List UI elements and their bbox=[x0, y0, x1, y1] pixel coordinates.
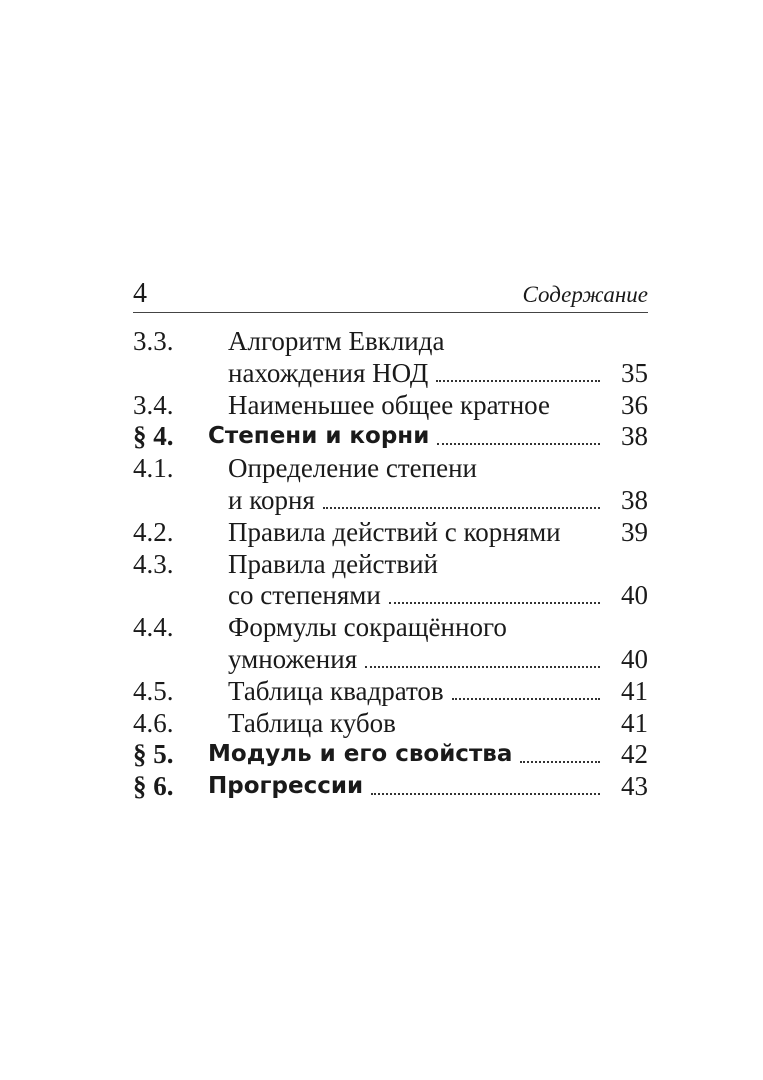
entry-page: 38 bbox=[621, 421, 648, 452]
toc-entry[interactable] bbox=[133, 708, 648, 740]
entry-title: Прогрессии bbox=[208, 773, 364, 800]
toc-line bbox=[133, 453, 648, 485]
entry-page: 41 bbox=[621, 707, 648, 738]
entry-number: § 6. bbox=[133, 771, 174, 802]
toc-line bbox=[133, 708, 648, 740]
entry-page: 40 bbox=[621, 580, 648, 611]
entry-number bbox=[133, 644, 228, 676]
toc-line bbox=[133, 676, 648, 708]
entry-title: Степени и корни bbox=[208, 423, 430, 450]
entry-title: Правила действий bbox=[228, 548, 438, 579]
toc-line bbox=[133, 644, 648, 676]
entry-number: 3.4. bbox=[133, 389, 174, 420]
entry-title: Алгоритм Евклида bbox=[228, 326, 445, 356]
toc-section[interactable] bbox=[133, 739, 648, 771]
entry-page: 42 bbox=[621, 739, 648, 770]
entry-number: 4.6. bbox=[133, 707, 174, 738]
entry-number: § 4. bbox=[133, 421, 174, 452]
toc-entry[interactable] bbox=[133, 453, 648, 517]
dot-leader bbox=[437, 421, 600, 453]
toc-entry[interactable] bbox=[133, 390, 648, 422]
entry-page: 36 bbox=[621, 389, 648, 420]
entry-page: 38 bbox=[621, 484, 648, 515]
entry-page: 40 bbox=[621, 643, 648, 674]
entry-number bbox=[133, 485, 228, 517]
dot-leader bbox=[371, 771, 600, 803]
entry-number: 4.2. bbox=[133, 516, 174, 547]
running-header bbox=[133, 276, 648, 313]
dot-leader bbox=[520, 739, 600, 771]
entry-number bbox=[133, 358, 228, 390]
toc-entry[interactable] bbox=[133, 676, 648, 708]
toc-entry[interactable] bbox=[133, 549, 648, 613]
toc-line bbox=[133, 326, 648, 358]
running-title: Содержание bbox=[522, 282, 648, 307]
entry-number: 3.3. bbox=[133, 326, 174, 356]
table-of-contents bbox=[133, 326, 648, 803]
toc-line bbox=[133, 421, 648, 453]
entry-title: Формулы сокращённого bbox=[228, 612, 507, 643]
dot-leader bbox=[389, 580, 600, 612]
toc-line bbox=[133, 739, 648, 771]
entry-title: со степенями bbox=[228, 580, 381, 611]
entry-page: 35 bbox=[621, 357, 648, 388]
toc-line bbox=[133, 485, 648, 517]
entry-title: Модуль и его свойства bbox=[208, 741, 513, 768]
dot-leader bbox=[436, 358, 600, 390]
entry-title: Правила действий с корнями bbox=[228, 516, 561, 547]
entry-number: 4.1. bbox=[133, 453, 174, 484]
entry-page: 43 bbox=[621, 771, 648, 802]
entry-title: Наименьшее общее кратное bbox=[228, 389, 550, 420]
toc-section[interactable] bbox=[133, 771, 648, 803]
entry-page: 41 bbox=[621, 675, 648, 706]
toc-line bbox=[133, 358, 648, 390]
dot-leader bbox=[561, 517, 606, 549]
dot-leader bbox=[396, 708, 606, 740]
entry-number: § 5. bbox=[133, 739, 174, 770]
entry-title: умножения bbox=[228, 643, 358, 674]
entry-number: 4.4. bbox=[133, 612, 174, 643]
dot-leader bbox=[365, 644, 600, 676]
entry-title: Определение степени bbox=[228, 453, 477, 484]
entry-title: и корня bbox=[228, 484, 315, 515]
toc-entry[interactable] bbox=[133, 517, 648, 549]
entry-number: 4.5. bbox=[133, 675, 174, 706]
entry-number bbox=[133, 580, 228, 612]
entry-number: 4.3. bbox=[133, 548, 174, 579]
entry-page: 39 bbox=[621, 516, 648, 547]
toc-line bbox=[133, 390, 648, 422]
dot-leader bbox=[452, 676, 600, 708]
entry-title: Таблица квадратов bbox=[228, 675, 444, 706]
toc-entry[interactable] bbox=[133, 326, 648, 390]
toc-line bbox=[133, 771, 648, 803]
entry-title: нахождения НОД bbox=[228, 357, 429, 388]
entry-title: Таблица кубов bbox=[228, 707, 396, 738]
toc-entry[interactable] bbox=[133, 612, 648, 676]
toc-line bbox=[133, 580, 648, 612]
dot-leader bbox=[550, 390, 606, 422]
toc-line bbox=[133, 612, 648, 644]
toc-line bbox=[133, 549, 648, 581]
dot-leader bbox=[323, 485, 600, 517]
toc-section[interactable] bbox=[133, 421, 648, 453]
toc-line bbox=[133, 517, 648, 549]
page-number: 4 bbox=[133, 278, 147, 309]
